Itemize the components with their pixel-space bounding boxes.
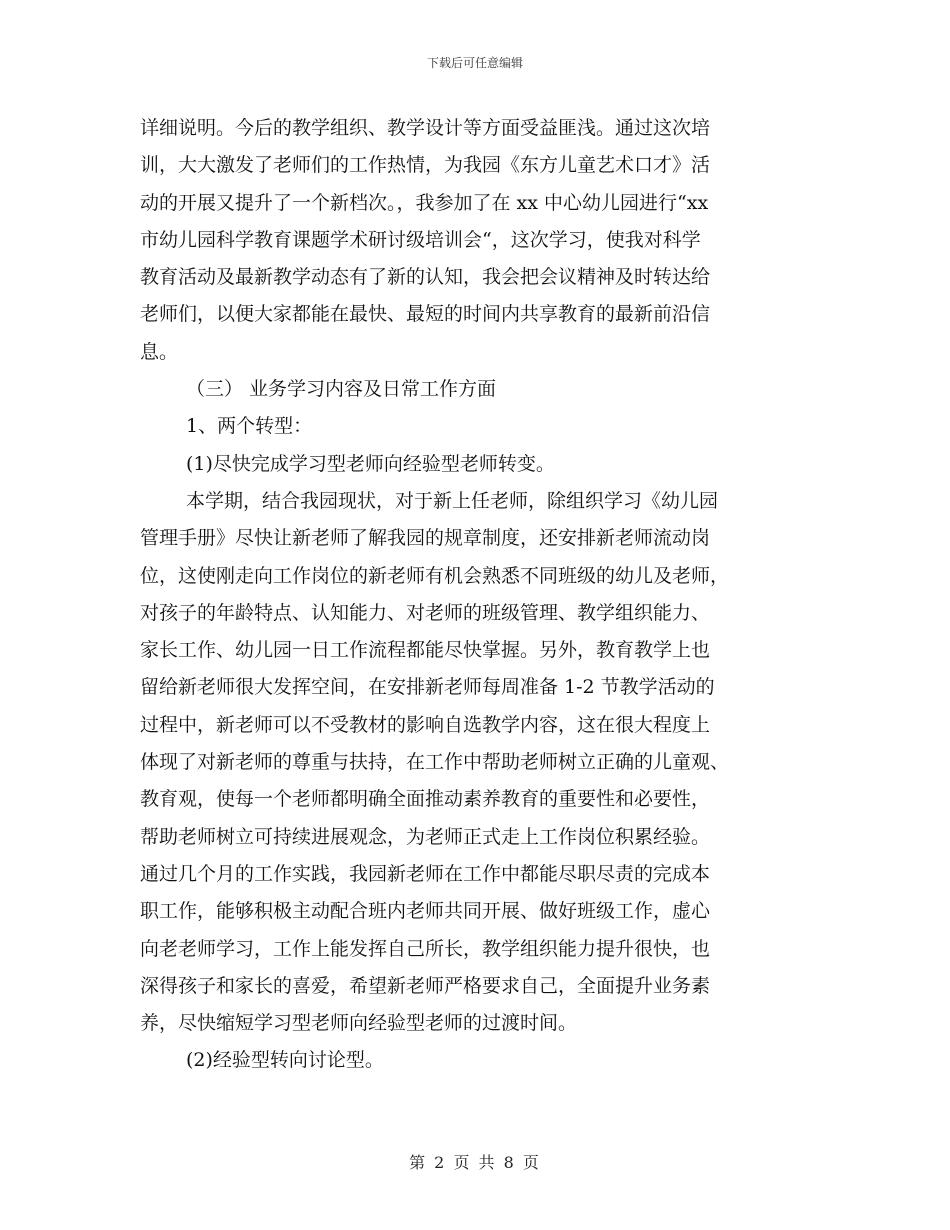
text-line: 市幼儿园科学教育课题学术研讨级培训会“，这次学习，使我对科学 bbox=[140, 228, 701, 251]
page-number: 第 2 页 共 8 页 bbox=[409, 1153, 541, 1172]
text-line: 对孩子的年龄特点、认知能力、对老师的班级管理、教学组织能力、 bbox=[140, 601, 711, 624]
paragraph bbox=[140, 483, 820, 1042]
text-line: 通过几个月的工作实践，我园新老师在工作中都能尽职尽责的完成本 bbox=[140, 862, 711, 885]
page-header-note: 下载后可任意编辑 bbox=[426, 56, 523, 70]
text-line: 职工作，能够积极主动配合班内老师共同开展、做好班级工作，虚心 bbox=[140, 900, 711, 923]
text-line: 动的开展又提升了一个新档次。，我参加了在 xx 中心幼儿园进行“xx bbox=[140, 191, 709, 214]
text-line: 老师们，以便大家都能在最快、最短的时间内共享教育的最新前沿信 bbox=[140, 303, 711, 326]
text-line: 家长工作、幼儿园一日工作流程都能尽快掌握。另外，教育教学上也 bbox=[140, 639, 711, 662]
text-line: 向老老师学习，工作上能发挥自己所长，教学组织能力提升很快，也 bbox=[140, 937, 711, 960]
text-line: 体现了对新老师的尊重与扶持，在工作中帮助老师树立正确的儿童观、 bbox=[140, 751, 730, 774]
text-line: 息。 bbox=[140, 340, 179, 363]
text-line: 1、两个转型： bbox=[186, 415, 313, 438]
paragraph bbox=[140, 371, 820, 408]
paragraph bbox=[140, 110, 820, 371]
text-line: 帮助老师树立可持续进展观念，为老师正式走上工作岗位积累经验。 bbox=[140, 825, 711, 848]
text-line: 留给新老师很大发挥空间，在安排新老师每周准备 1-2 节教学活动的 bbox=[140, 676, 715, 699]
text-line: 管理手册》尽快让新老师了解我园的规章制度，还安排新老师流动岗 bbox=[140, 527, 711, 550]
paragraph bbox=[140, 446, 820, 483]
paragraph bbox=[140, 1042, 820, 1079]
document-body bbox=[140, 110, 820, 1080]
text-line: 本学期，结合我园现状，对于新上任老师，除组织学习《幼儿园 bbox=[186, 489, 719, 512]
text-line: 位，这使刚走向工作岗位的新老师有机会熟悉不同班级的幼儿及老师， bbox=[140, 564, 730, 587]
text-line: 教育观，使每一个老师都明确全面推动素养教育的重要性和必要性， bbox=[140, 788, 711, 811]
text-line: 训，大大激发了老师们的工作热情，为我园《东方儿童艺术口才》活 bbox=[140, 154, 711, 177]
text-line: (2)经验型转向讨论型。 bbox=[186, 1049, 384, 1072]
paragraph bbox=[140, 408, 820, 445]
text-line: 教育活动及最新教学动态有了新的认知，我会把会议精神及时转达给 bbox=[140, 266, 711, 289]
text-line: （三） 业务学习内容及日常工作方面 bbox=[186, 378, 497, 401]
text-line: (1)尽快完成学习型老师向经验型老师转变。 bbox=[186, 452, 555, 475]
text-line: 详细说明。今后的教学组织、教学设计等方面受益匪浅。通过这次培 bbox=[140, 117, 711, 139]
text-line: 过程中，新老师可以不受教材的影响自选教学内容，这在很大程度上 bbox=[140, 713, 711, 736]
text-line: 深得孩子和家长的喜爱，希望新老师严格要求自己，全面提升业务素 bbox=[140, 974, 711, 997]
text-line: 养，尽快缩短学习型老师向经验型老师的过渡时间。 bbox=[140, 1012, 578, 1035]
